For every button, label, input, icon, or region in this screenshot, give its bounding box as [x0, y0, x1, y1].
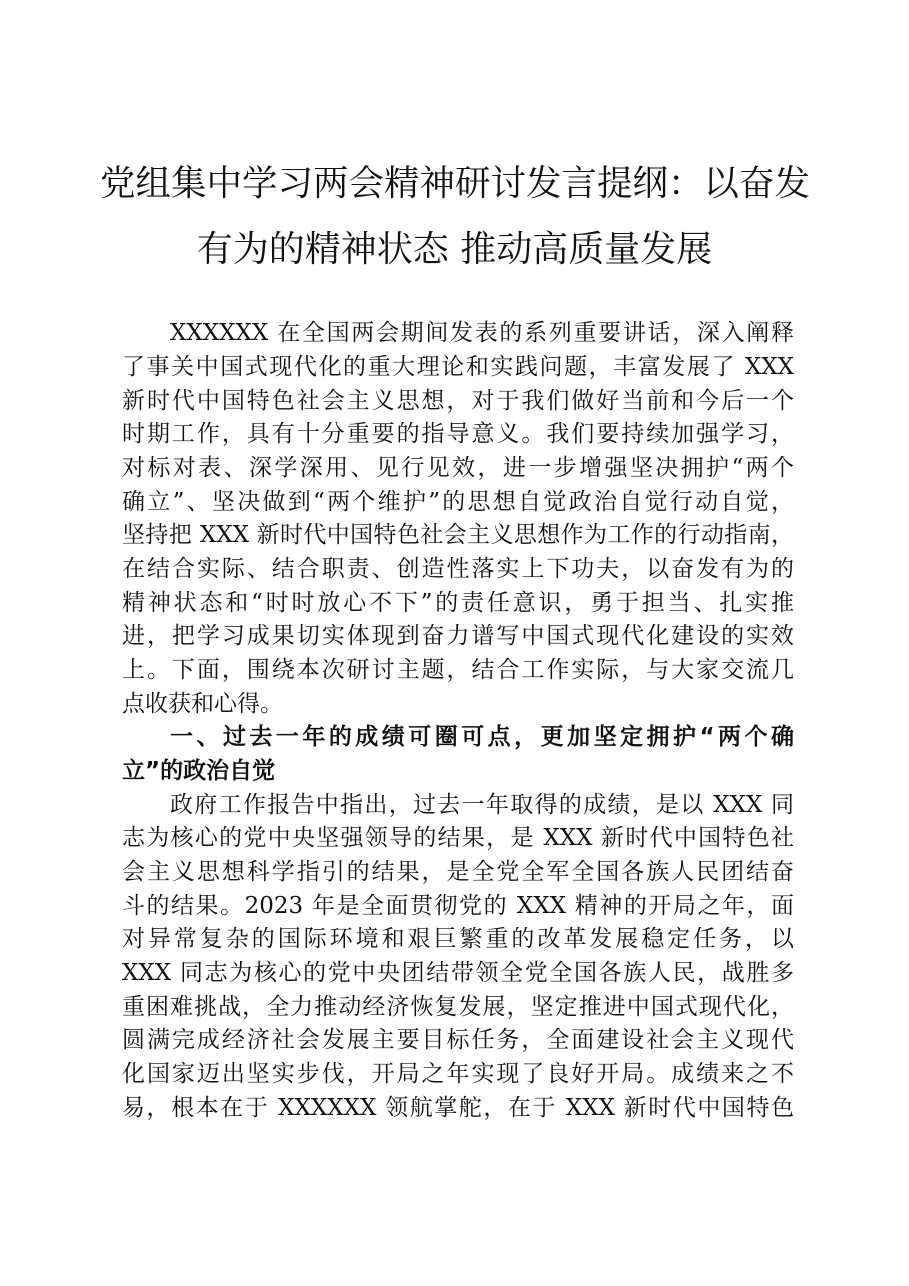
paragraph-1-line: 对标对表、深学深用、见行见效，进一步增强坚决拥护“两个 [122, 455, 794, 481]
paragraph-1-line: 坚持把 XXX 新时代中国特色社会主义思想作为工作的行动指南， [122, 522, 794, 548]
paragraph-2-line: 会主义思想科学指引的结果，是全党全军全国各族人民团结奋 [122, 859, 794, 885]
paragraph-1-line: 点收获和心得。 [122, 691, 283, 717]
paragraph-1-line: 时期工作，具有十分重要的指导意义。我们要持续加强学习， [122, 421, 794, 447]
paragraph-1-line: 了事关中国式现代化的重大理论和实践问题，丰富发展了 XXX [122, 354, 794, 380]
paragraph-2-line: XXX 同志为核心的党中央团结带领全党全国各族人民，战胜多 [122, 960, 794, 986]
paragraph-2-line: 对异常复杂的国际环境和艰巨繁重的改革发展稳定任务，以 [122, 926, 794, 952]
paragraph-1-line: 新时代中国特色社会主义思想，对于我们做好当前和今后一个 [122, 388, 794, 414]
section-heading-1-cont: 立”的政治自觉 [122, 758, 276, 784]
paragraph-1-line: 确立”、坚决做到“两个维护”的思想自觉政治自觉行动自觉， [122, 489, 794, 515]
paragraph-2-line: 圆满完成经济社会发展主要目标任务，全面建设社会主义现代 [122, 1027, 794, 1053]
paragraph-1-line: 在结合实际、结合职责、创造性落实上下功夫，以奋发有为的 [122, 556, 794, 582]
paragraph-1-line: 上。下面，围绕本次研讨主题，结合工作实际，与大家交流几 [122, 657, 794, 683]
paragraph-1-line: XXXXXX 在全国两会期间发表的系列重要讲话，深入阐释 [170, 320, 794, 346]
paragraph-2-line: 化国家迈出坚实步伐，开局之年实现了良好开局。成绩来之不 [122, 1061, 794, 1087]
paragraph-2-line: 斗的结果。2023 年是全面贯彻党的 XXX 精神的开局之年，面 [122, 893, 794, 919]
paragraph-1-line: 精神状态和“时时放心不下”的责任意识，勇于担当、扎实推 [122, 590, 794, 616]
document-title-line-2: 有为的精神状态 推动高质量发展 [196, 229, 713, 270]
paragraph-2-line: 政府工作报告中指出，过去一年取得的成绩，是以 XXX 同 [170, 792, 794, 818]
paragraph-2-line: 易，根本在于 XXXXXX 领航掌舵，在于 XXX 新时代中国特色 [122, 1095, 794, 1121]
paragraph-2-line: 志为核心的党中央坚强领导的结果，是 XXX 新时代中国特色社 [122, 825, 794, 851]
paragraph-1-line: 进，把学习成果切实体现到奋力谱写中国式现代化建设的实效 [122, 623, 794, 649]
paragraph-2-line: 重困难挑战，全力推动经济恢复发展，坚定推进中国式现代化， [122, 994, 794, 1020]
document-title-line-1: 党组集中学习两会精神研讨发言提纲：以奋发 [100, 163, 811, 204]
section-heading-1: 一、过去一年的成绩可圈可点，更加坚定拥护“两个确 [170, 724, 794, 750]
